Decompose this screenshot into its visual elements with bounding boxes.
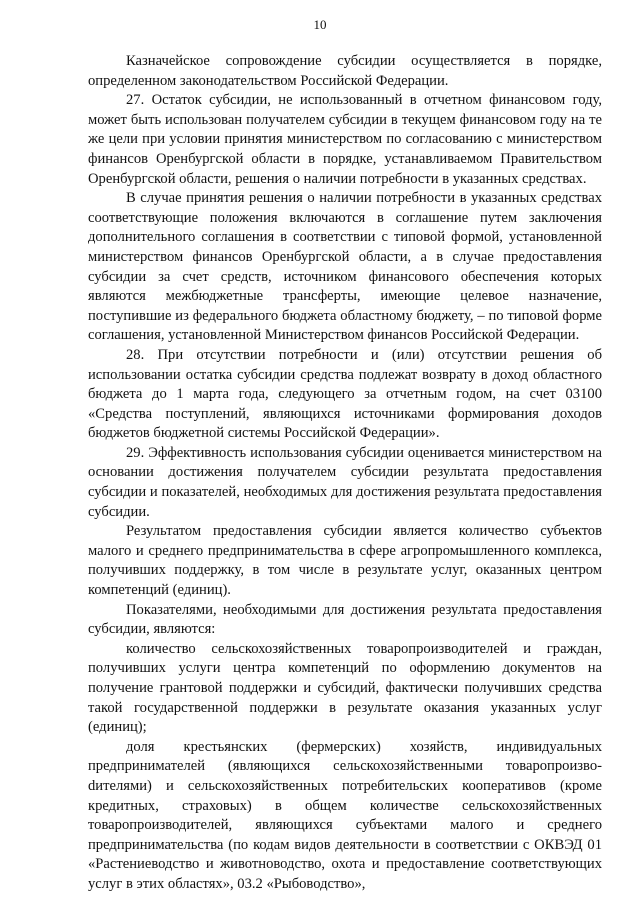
paragraph-indicator-share: доля крестьянских (фермерских) хозяйств, индивидуальных предпринимателей (являющихся сельскохозяйственными товаропроизвоdителями) и сельскохозяйственных потребительских кооперативов (кроме кредитных, страховых) в общем количестве сельскохозяйственных товаропроизводителей, являющихся субъектами малого и среднего предпринимательства (по кодам видов деятельности в соответствии с ОКВЭД 01 «Растениеводство и животноводство, охота и предоставление соответствующих услуг в этих областях», 03.2 «Рыбоводство», (88, 738, 602, 892)
paragraph-decision-case: В случае принятия решения о наличии потребности в указанных средствах соответствующие положения включаются в соглашение путем заключения дополнительного соглашения в соответствии с типовой формой, установленной министерством финансов Оренбургской области, а в случае предоставления субсидии за счет средств, источником финансового обеспечения которых являются межбюджетные трансферты, имеющие целевое назначение, поступившие из федерального бюджета областному бюджету, – по типовой форме соглашения, установленной Министерством финансов Российской Федерации. (88, 190, 602, 344)
page-number: 10 (313, 17, 327, 32)
paragraph-treasury-support: Казначейское сопровождение субсидии осуществляется в порядке, определенном законодательством Российской Федерации. (88, 53, 602, 89)
paragraph-indicators-intro: Показателями, необходимыми для достижения результата предоставления субсидии, являются: (88, 601, 602, 638)
paragraph-subsidy-result: Результатом предоставления субсидии является количество субъектов малого и среднего предпринимательства в сфере агропромышленного комплекса, получивших поддержку, в том числе в результате услуг, оказанных центром компетенций (единиц). (88, 523, 602, 599)
paragraph-clause-28: 28. При отсутствии потребности и (или) отсутствии решения об использовании остатка субсидии средства подлежат возврату в доход областного бюджета до 1 марта года, следующего за отчетным годом, на счет 03100 «Средства поступлений, являющихся источниками формирования доходов бюджетов бюджетной системы Российской Федерации». (88, 346, 602, 442)
paragraph-indicator-count: количество сельскохозяйственных товаропроизводителей и граждан, получивших услуги центра компетенций по оформлению документов на получение грантовой поддержки и субсидий, фактически получивших средства такой государственной поддержки в результате оказания указанных услуг (единиц); (88, 640, 602, 736)
document-body (88, 52, 602, 895)
paragraph-clause-27: 27. Остаток субсидии, не использованный в отчетном финансовом году, может быть использован получателем субсидии в текущем финансовом году на те же цели при условии принятия министерством по согласованию с министерством финансов Оренбургской области в порядке, устанавливаемом Правительством Оренбургской области, решения о наличии потребности в указанных средствах. (88, 92, 602, 187)
paragraph-clause-29: 29. Эффективность использования субсидии оценивается министерством на основании достижения получателем субсидии результата предоставления субсидии и показателей, необходимых для достижения результата предоставления субсидии. (88, 444, 602, 520)
